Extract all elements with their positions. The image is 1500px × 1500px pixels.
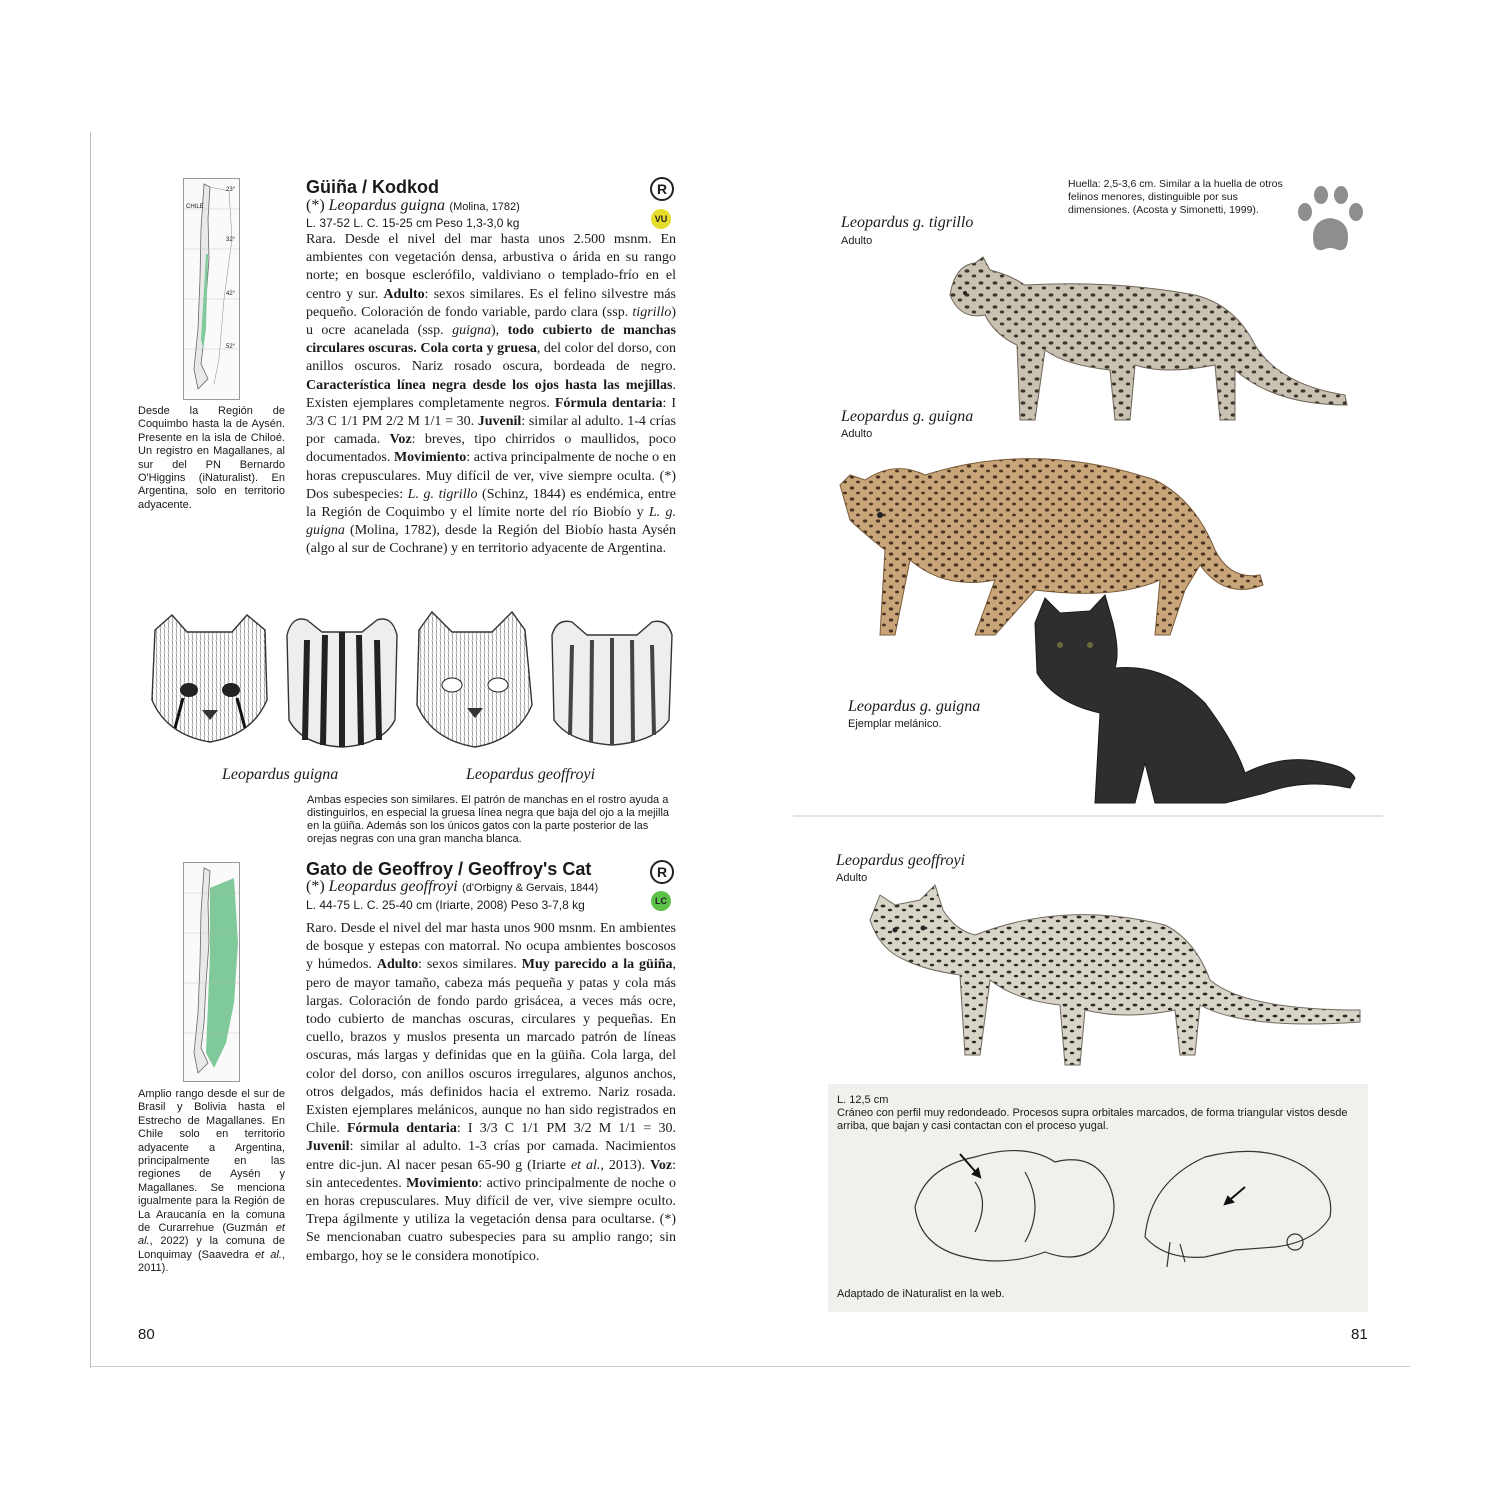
scientific-name: Leopardus guigna bbox=[328, 197, 445, 214]
illustration-label: Leopardus g. guigna bbox=[841, 408, 974, 425]
species-title: Gato de Geoffroy / Geoffroy's Cat bbox=[306, 859, 592, 879]
face-label-geoffroyi: Leopardus geoffroyi bbox=[466, 766, 596, 783]
iucn-status-badge: VU bbox=[651, 209, 671, 229]
skull-description: Cráneo con perfil muy redondeado. Procesos supra orbitales marcados, de forma triangular vistos desde arriba, que bajan y casi contactan con el proceso yugal. bbox=[837, 1107, 1348, 1132]
registered-badge: R bbox=[650, 860, 674, 884]
range-map-illustration bbox=[184, 863, 239, 1081]
face-comparison-caption: Ambas especies son similares. El patrón de manchas en el rostro ayuda a distinguirlos, en especial la gruesa línea negra que baja del ojo a la mejilla en la güiña. Además son los únicos gatos con la parte posterior de las orejas negras con una gran mancha blanca. bbox=[307, 794, 670, 845]
cat-illustration-melanic bbox=[1025, 593, 1360, 808]
page-number-right: 81 bbox=[1351, 1326, 1368, 1343]
skull-credit: Adaptado de iNaturalist en la web. bbox=[837, 1288, 1005, 1300]
page-number-left: 80 bbox=[138, 1326, 155, 1343]
illustration-sublabel: Adulto bbox=[841, 235, 873, 247]
guigna-face-front bbox=[152, 615, 267, 742]
face-comparison-illustration bbox=[147, 610, 677, 755]
page-bottom-edge bbox=[90, 1366, 1410, 1367]
footprint-icon bbox=[1293, 182, 1368, 257]
map-latitude-tick: 52° bbox=[226, 344, 236, 350]
guina-map-caption: Desde la Región de Coquimbo hasta la de Aysén. Presente en la isla de Chiloé. Un registro en Magallanes, al sur del PN Bernardo O'Higgins (iNaturalist). En Argentina, solo en territorio adyacente. bbox=[138, 405, 285, 511]
map-country-label: CHILE bbox=[186, 204, 204, 210]
footprint-caption: Huella: 2,5-3,6 cm. Similar a la huella de otros felinos menores, distinguible por sus dimensiones. (Acosta y Simonetti, 1999). bbox=[1068, 178, 1283, 216]
iucn-status-badge: LC bbox=[651, 891, 671, 911]
range-map-illustration bbox=[184, 179, 239, 399]
map-latitude-tick: 42° bbox=[226, 291, 236, 297]
illustration-sublabel: Adulto bbox=[836, 872, 868, 884]
map-latitude-tick: 32° bbox=[226, 237, 236, 243]
cat-illustration-geoffroyi bbox=[865, 880, 1365, 1070]
skull-length: L. 12,5 cm bbox=[837, 1094, 889, 1106]
illustration-label: Leopardus g. guigna bbox=[848, 698, 981, 715]
scientific-name-line: (*) Leopardus geoffroyi (d'Orbigny & Gervais, 1844) bbox=[306, 878, 599, 895]
measurements: L. 37-52 L. C. 15-25 cm Peso 1,3-3,0 kg bbox=[306, 216, 520, 230]
face-label-guigna: Leopardus guigna bbox=[222, 766, 339, 783]
scientific-name: Leopardus geoffroyi bbox=[328, 878, 458, 895]
measurements: L. 44-75 L. C. 25-40 cm (Iriarte, 2008) Peso 3-7,8 kg bbox=[306, 898, 585, 912]
cat-illustration-tigrillo bbox=[935, 255, 1355, 425]
section-divider bbox=[793, 815, 1383, 817]
geoffroy-range-map bbox=[183, 862, 240, 1082]
species-title: Güiña / Kodkod bbox=[306, 177, 439, 197]
authority: (d'Orbigny & Gervais, 1844) bbox=[462, 882, 599, 894]
authority: (Molina, 1782) bbox=[449, 201, 520, 213]
geoffroy-description: Raro. Desde el nivel del mar hasta unos 900 msnm. En ambientes de bosque y estepas con matorral. No ocupa ambientes boscosos y húmedos. Adulto: sexos similares. Muy parecido a la güiña, pero de mayor tamaño, cabeza más pequeña y patas y cola más largas. Coloración de fondo pardo grisácea, a veces más ocre, todo cubierto de manchas oscuras, circulares y pequeñas. En cuello, brazos y muslos presenta un marcado patrón de líneas oscuras, más largas y definidas que en la güiña. Cola larga, del color del dorso, con anillos oscuros irregulares, algunos anchos, otros delgados, más definidos hacia el extremo. Nariz rosada. Existen ejemplares melánicos, aunque no han sido registrados en Chile. Fórmula dentaria: I 3/3 C 1/1 PM 3/2 M 1/1 = 30. Juvenil: similar al adulto. 1-3 crías por camada. Nacimientos entre dic-jun. Al nacer pesan 65-90 g (Iriarte et al., 2013). Voz: sin antecedentes. Movimiento: activo principalmente de noche o en horas crepusculares. Muy difícil de ver, vive siempre oculto. Trepa ágilmente y utiliza la vegetación densa para ocultarse. (*) Se mencionaban cuatro subespecies para su amplio rango; sin embargo, hoy se le considera monotípico. bbox=[306, 921, 677, 1264]
illustration-sublabel: Adulto bbox=[841, 428, 873, 440]
geoffroy-map-caption: Amplio rango desde el sur de Brasil y Bolivia hasta el Estrecho de Magallanes. En Chile solo en territorio adyacente a Argentina, principalmente en las regiones de Aysén y Magallanes. Se menciona igualmente para la Región de La Araucanía en la comuna de Curarrehue (Guzmán et al., 2022) y la comuna de Lonquimay (Saavedra et al., 2011). bbox=[138, 1088, 285, 1275]
geoffroyi-face-front bbox=[417, 612, 532, 747]
illustration-label: Leopardus geoffroyi bbox=[836, 852, 966, 869]
guina-description: Rara. Desde el nivel del mar hasta unos 2.500 msnm. En ambientes con vegetación densa, arbustiva o árida en su rango norte; en bosque esclerófilo, valdiviano o templado-frío en el centro y sur. Adulto: sexos similares. Es el felino silvestre más pequeño. Coloración de fondo variable, pardo clara (ssp. tigrillo) u ocre acanelada (ssp. guigna), todo cubierto de manchas circulares oscuras. Cola corta y gruesa, del color del dorso, con anillos oscuros. Nariz rosado oscura, bordeada de negro. Característica línea negra desde los ojos hasta las mejillas. Existen ejemplares completamente negros. Fórmula dentaria: I 3/3 C 1/1 PM 2/2 M 1/1 = 30. Juvenil: similar al adulto. 1-4 crías por camada. Voz: breves, tipo chirridos o maullidos, poco documentados. Movimiento: activa principalmente de noche o en horas crepusculares. Muy difícil de ver, vive siempre oculta. (*) Dos subespecies: L. g. tigrillo (Schinz, 1844) es endémica, entre la Región de Coquimbo y el límite norte del río Biobío y L. g. guigna (Molina, 1782), desde la Región del Biobío hasta Aysén (algo al sur de Cochrane) y en territorio adyacente de Argentina. bbox=[306, 232, 677, 557]
skull-illustration bbox=[905, 1142, 1345, 1272]
sci-prefix: (*) bbox=[306, 197, 329, 214]
illustration-label: Leopardus g. tigrillo bbox=[841, 214, 974, 231]
geoffroyi-head-back bbox=[552, 621, 672, 745]
scientific-name-line bbox=[306, 197, 520, 215]
illustration-sublabel: Ejemplar melánico. bbox=[848, 718, 942, 730]
map-latitude-tick: 23° bbox=[226, 187, 236, 193]
guigna-head-back bbox=[287, 619, 397, 747]
page-edge bbox=[90, 132, 91, 1368]
registered-badge: R bbox=[650, 177, 674, 201]
guina-range-map bbox=[183, 178, 240, 400]
